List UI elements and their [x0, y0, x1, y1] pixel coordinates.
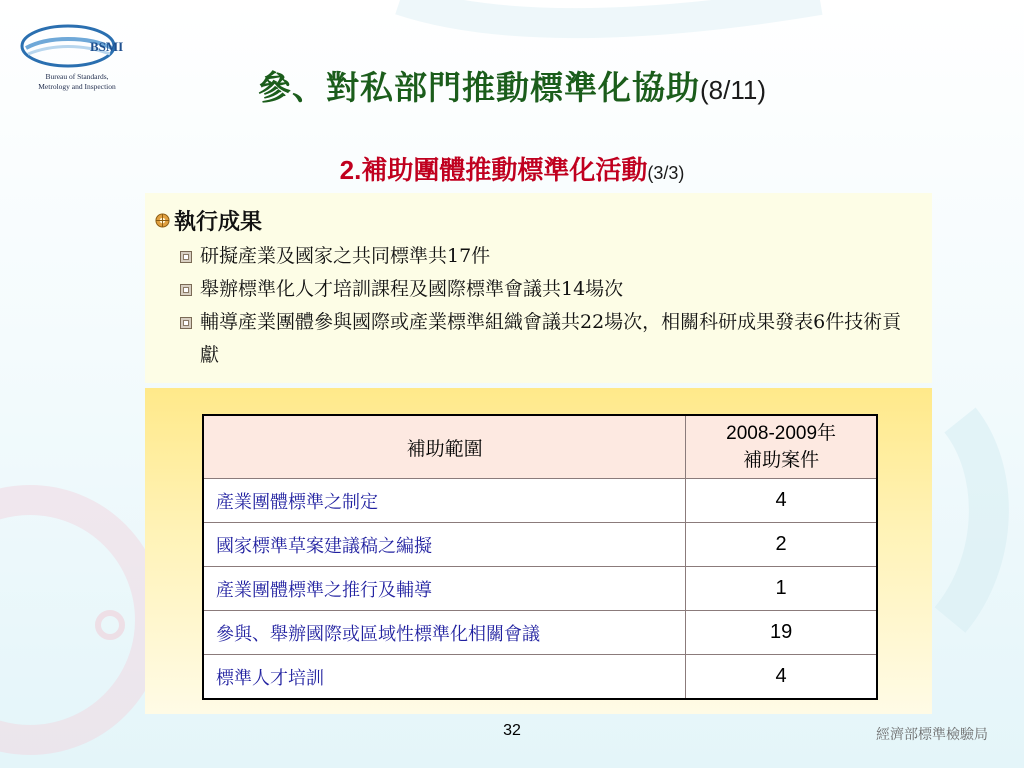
- page-number: 32: [503, 722, 521, 739]
- table-row: [203, 567, 877, 611]
- gear-bullet-icon: [155, 213, 170, 228]
- row-scope: 標準人才培訓: [203, 655, 686, 700]
- row-scope: 產業團體標準之推行及輔導: [203, 567, 686, 611]
- row-scope: 產業團體標準之制定: [203, 479, 686, 523]
- list-item-text: 輔導產業團體參與國際或產業標準組織會議共22場次，相關科研成果發表6件技術貢獻: [200, 311, 902, 366]
- page-title: [0, 62, 1024, 109]
- section-subtitle-text: 補助團體推動標準化活動: [361, 156, 648, 186]
- row-scope: 國家標準草案建議稿之編擬: [203, 523, 686, 567]
- organization-name: 經濟部標準檢驗局: [876, 727, 988, 743]
- section-subtitle-pages: (3/3): [647, 163, 685, 183]
- square-bullet-icon: [180, 317, 192, 329]
- list-item: [180, 273, 920, 306]
- results-heading: [155, 205, 262, 236]
- header-year-text: 2008-2009年: [726, 423, 837, 444]
- logo-text: BSMI: [90, 39, 124, 54]
- list-item: [180, 240, 920, 273]
- square-bullet-icon: [180, 251, 192, 263]
- list-item-text: 舉辦標準化人才培訓課程及國際標準會議共14場次: [200, 278, 624, 300]
- list-item-text: 研擬產業及國家之共同標準共17件: [200, 245, 491, 267]
- subsidy-table: [202, 414, 878, 700]
- results-list: [180, 240, 920, 372]
- row-count: 19: [686, 611, 877, 655]
- row-scope: 參與、舉辦國際或區域性標準化相關會議: [203, 611, 686, 655]
- section-number: 2.: [339, 155, 362, 185]
- table-row: [203, 523, 877, 567]
- table-row: [203, 655, 877, 700]
- logo-subtitle-line2: Metrology and Inspection: [38, 82, 116, 91]
- row-count: 4: [686, 479, 877, 523]
- row-count: 1: [686, 567, 877, 611]
- square-bullet-icon: [180, 284, 192, 296]
- logo-subtitle-line1: Bureau of Standards,: [45, 72, 109, 81]
- row-count: 2: [686, 523, 877, 567]
- header-scope: 補助範圍: [203, 415, 686, 479]
- results-heading-text: 執行成果: [174, 209, 263, 235]
- list-item: [180, 306, 920, 372]
- page-title-pages: (8/11): [700, 75, 766, 105]
- table-header-row: [203, 415, 877, 479]
- table-row: [203, 479, 877, 523]
- row-count: 4: [686, 655, 877, 700]
- section-subtitle: [0, 150, 1024, 187]
- header-cases-text: 補助案件: [743, 449, 820, 471]
- page-title-text: 參、對私部門推動標準化協助: [258, 68, 700, 107]
- table-row: [203, 611, 877, 655]
- header-cases: [686, 415, 877, 479]
